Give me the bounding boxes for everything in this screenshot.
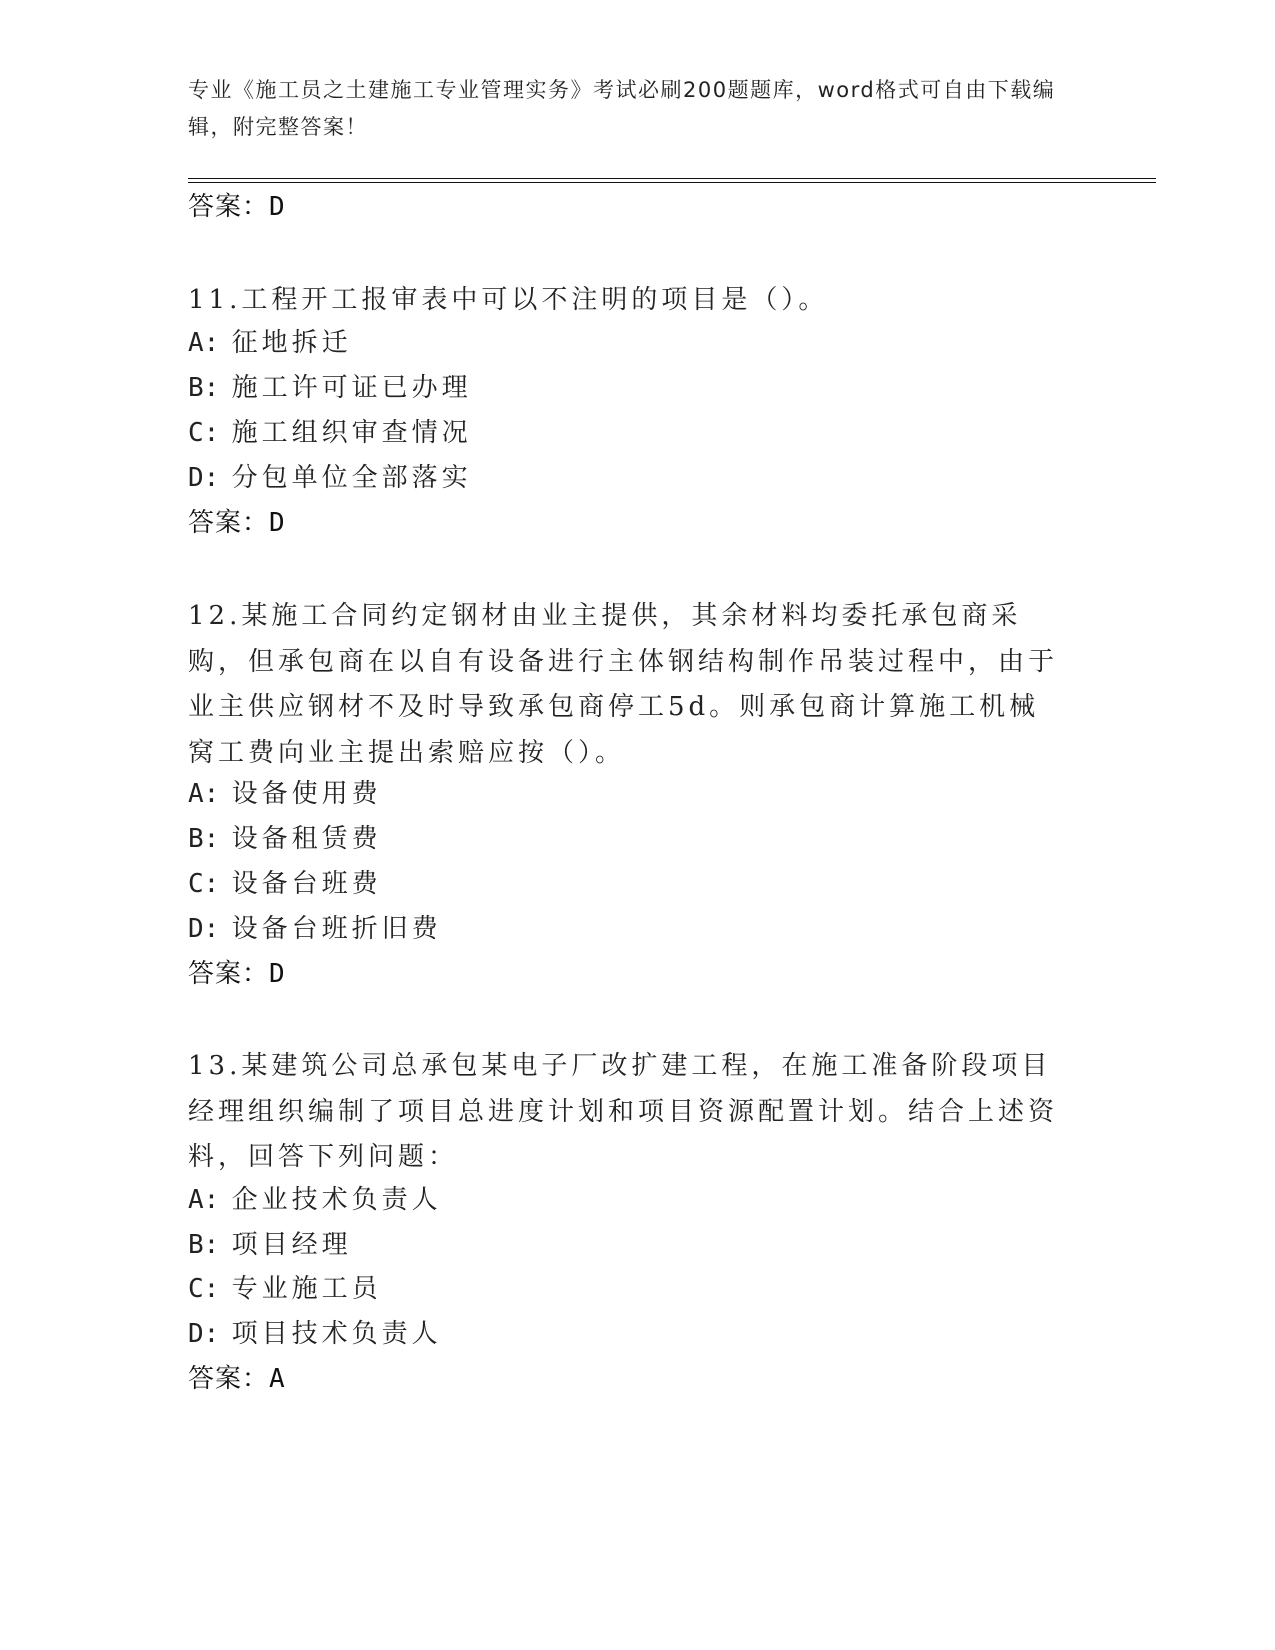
q11-option-a [188, 322, 352, 359]
q13-option-d [188, 1313, 442, 1350]
q12-option-b [188, 818, 382, 855]
q13-option-a [188, 1179, 442, 1216]
question-11: 11.工程开工报审表中可以不注明的项目是（）。 [188, 285, 829, 315]
option-text: 设备台班费 [231, 869, 382, 899]
option-letter: B: [188, 1230, 220, 1260]
q13-option-b [188, 1224, 352, 1261]
option-letter: D: [188, 1319, 220, 1349]
page-header-text: 专业《施工员之土建施工专业管理实务》考试必刷200题题库，word格式可自由下载编辑，附完整答案！ [188, 78, 1056, 139]
q12-option-a [188, 773, 382, 810]
answer-value: D [269, 959, 286, 989]
q11-option-d [188, 457, 472, 494]
option-letter: C: [188, 869, 220, 899]
answer-label: 答案： [188, 192, 270, 222]
answer-value: D [269, 508, 286, 538]
option-letter: C: [188, 418, 220, 448]
q11-option-b [188, 367, 472, 404]
option-letter: C: [188, 1274, 220, 1304]
option-text: 征地拆迁 [231, 328, 352, 358]
option-text: 施工许可证已办理 [231, 373, 472, 403]
answer-line-prev [188, 186, 286, 223]
option-letter: B: [188, 373, 220, 403]
q12-answer-line [188, 953, 286, 990]
q11-option-c [188, 412, 472, 449]
answer-label: 答案： [188, 1364, 270, 1394]
option-letter: A: [188, 779, 220, 809]
option-text: 分包单位全部落实 [231, 463, 472, 493]
option-text: 项目技术负责人 [231, 1319, 442, 1349]
option-text: 专业施工员 [231, 1274, 382, 1304]
option-letter: A: [188, 1185, 220, 1215]
option-letter: B: [188, 824, 220, 854]
option-text: 企业技术负责人 [231, 1185, 442, 1215]
question-12: 12.某施工合同约定钢材由业主提供，其余材料均委托承包商采购，但承包商在以自有设备进行主体钢结构制作吊装过程中，由于业主供应钢材不及时导致承包商停工5d。则承包商计算施工机械窝工费向业主提出索赔应按（）。 [188, 601, 1059, 768]
q12-option-d [188, 908, 442, 945]
header-divider-secondary [188, 182, 1156, 183]
option-letter: D: [188, 914, 220, 944]
answer-value: A [269, 1364, 286, 1394]
answer-label: 答案： [188, 959, 270, 989]
option-text: 项目经理 [231, 1230, 352, 1260]
q13-option-c [188, 1268, 382, 1305]
q12-option-c [188, 863, 382, 900]
answer-label: 答案： [188, 508, 270, 538]
option-text: 设备使用费 [231, 779, 382, 809]
option-letter: D: [188, 463, 220, 493]
option-text: 施工组织审查情况 [231, 418, 472, 448]
q11-answer-line [188, 502, 286, 539]
option-text: 设备台班折旧费 [231, 914, 442, 944]
question-13: 13.某建筑公司总承包某电子厂改扩建工程，在施工准备阶段项目经理组织编制了项目总进度计划和项目资源配置计划。结合上述资料，回答下列问题： [188, 1051, 1059, 1172]
answer-value: D [269, 192, 286, 222]
q13-answer-line [188, 1358, 286, 1395]
option-letter: A: [188, 328, 220, 358]
header-divider [188, 178, 1156, 179]
option-text: 设备租赁费 [231, 824, 382, 854]
